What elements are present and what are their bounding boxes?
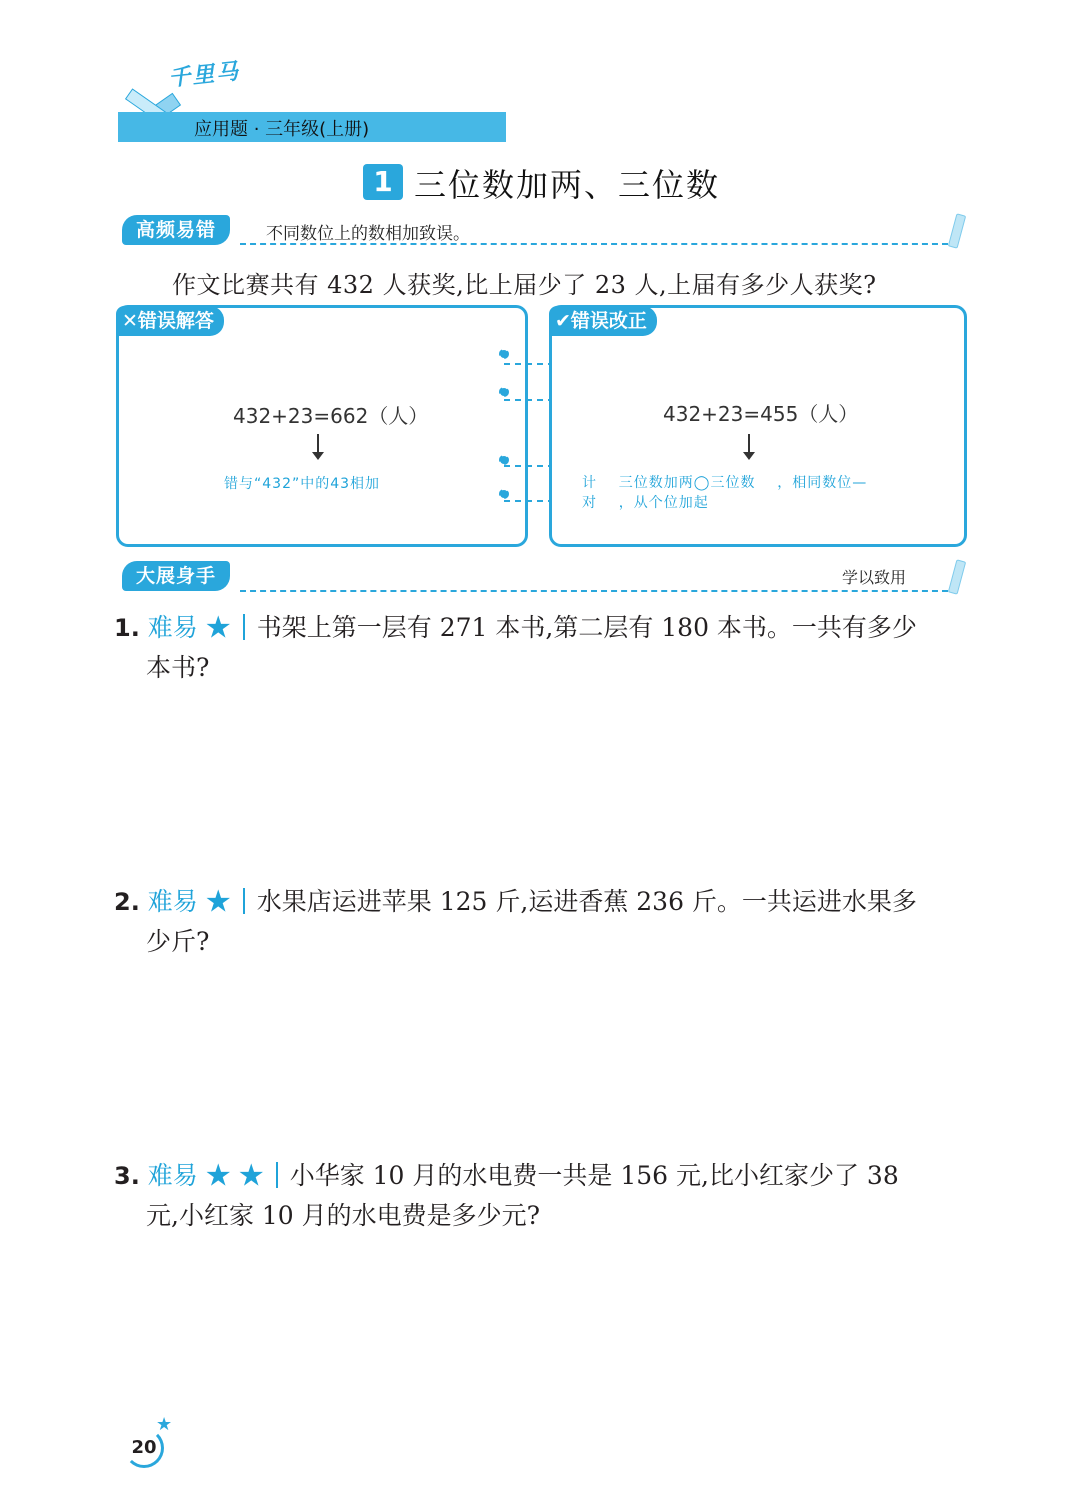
correct-note-line1: 计 三位数加两◯三位数 ，相同数位—	[582, 475, 868, 491]
cross-icon: ✕	[122, 310, 138, 332]
down-arrow-icon	[317, 434, 319, 458]
lesson-number-badge: 1	[363, 164, 403, 200]
problem-number: 3	[114, 1162, 131, 1190]
down-arrow-icon	[748, 434, 750, 458]
check-icon: ✔	[555, 310, 571, 332]
problem-text-cont: 元,小红家 10 月的水电费是多少元?	[146, 1201, 541, 1230]
section-divider	[240, 243, 948, 245]
correct-note-line2: 对 ，从个位加起	[582, 495, 709, 511]
page-number: 20	[124, 1428, 164, 1468]
brand-logo: 千里马	[167, 59, 242, 92]
problem-text: 水果店运进苹果 125 斤,运进香蕉 236 斤。一共运进水果多	[256, 887, 917, 916]
practice-subtitle: 学以致用	[842, 568, 907, 587]
problem-text-cont: 本书?	[146, 653, 210, 682]
wrong-answer-label: ✕错误解答	[116, 306, 224, 336]
star-icon: ★ ★	[205, 1161, 264, 1190]
example-question: 作文比赛共有 432 人获奖,比上届少了 23 人,上届有多少人获奖?	[172, 271, 877, 299]
star-icon: ★	[156, 1414, 173, 1435]
problem-1: 1. 难易 ★ 书架上第一层有 271 本书,第二层有 180 本书。一共有多少 本书?	[114, 608, 974, 688]
correct-equation: 432+23=455（人）	[663, 402, 859, 426]
problem-number: 1	[114, 614, 131, 642]
problem-2: 2. 难易 ★ 水果店运进苹果 125 斤,运进香蕉 236 斤。一共运进水果多 少斤?	[114, 882, 974, 962]
difficulty-label: 难易	[147, 887, 198, 916]
pencil-icon	[948, 213, 966, 248]
series-title: 应用题 · 三年级(上册)	[194, 119, 370, 140]
star-icon: ★	[205, 887, 231, 916]
error-hint: 不同数位上的数相加致误。	[266, 224, 470, 244]
problem-text: 书架上第一层有 271 本书,第二层有 180 本书。一共有多少	[256, 613, 917, 642]
difficulty-label: 难易	[147, 1161, 198, 1190]
lesson-title: 三位数加两、三位数	[414, 166, 721, 204]
problem-number: 2	[114, 888, 131, 916]
pencil-icon	[948, 559, 966, 594]
star-icon: ★	[205, 613, 231, 642]
wrong-equation: 432+23=662（人）	[233, 404, 429, 428]
difficulty-label: 难易	[147, 613, 198, 642]
problem-text-cont: 少斤?	[146, 927, 210, 956]
frequent-error-tag: 高频易错	[122, 215, 230, 245]
problem-3: 3. 难易 ★ ★ 小华家 10 月的水电费一共是 156 元,比小红家少了 38 元,小红家 10 月的水电费是多少元?	[114, 1156, 974, 1236]
section-divider	[240, 590, 948, 592]
wrong-note: 错与“432”中的43相加	[224, 476, 381, 492]
correct-answer-label: ✔错误改正	[549, 306, 657, 336]
practice-tag: 大展身手	[122, 561, 230, 591]
problem-text: 小华家 10 月的水电费一共是 156 元,比小红家少了 38	[289, 1161, 899, 1190]
